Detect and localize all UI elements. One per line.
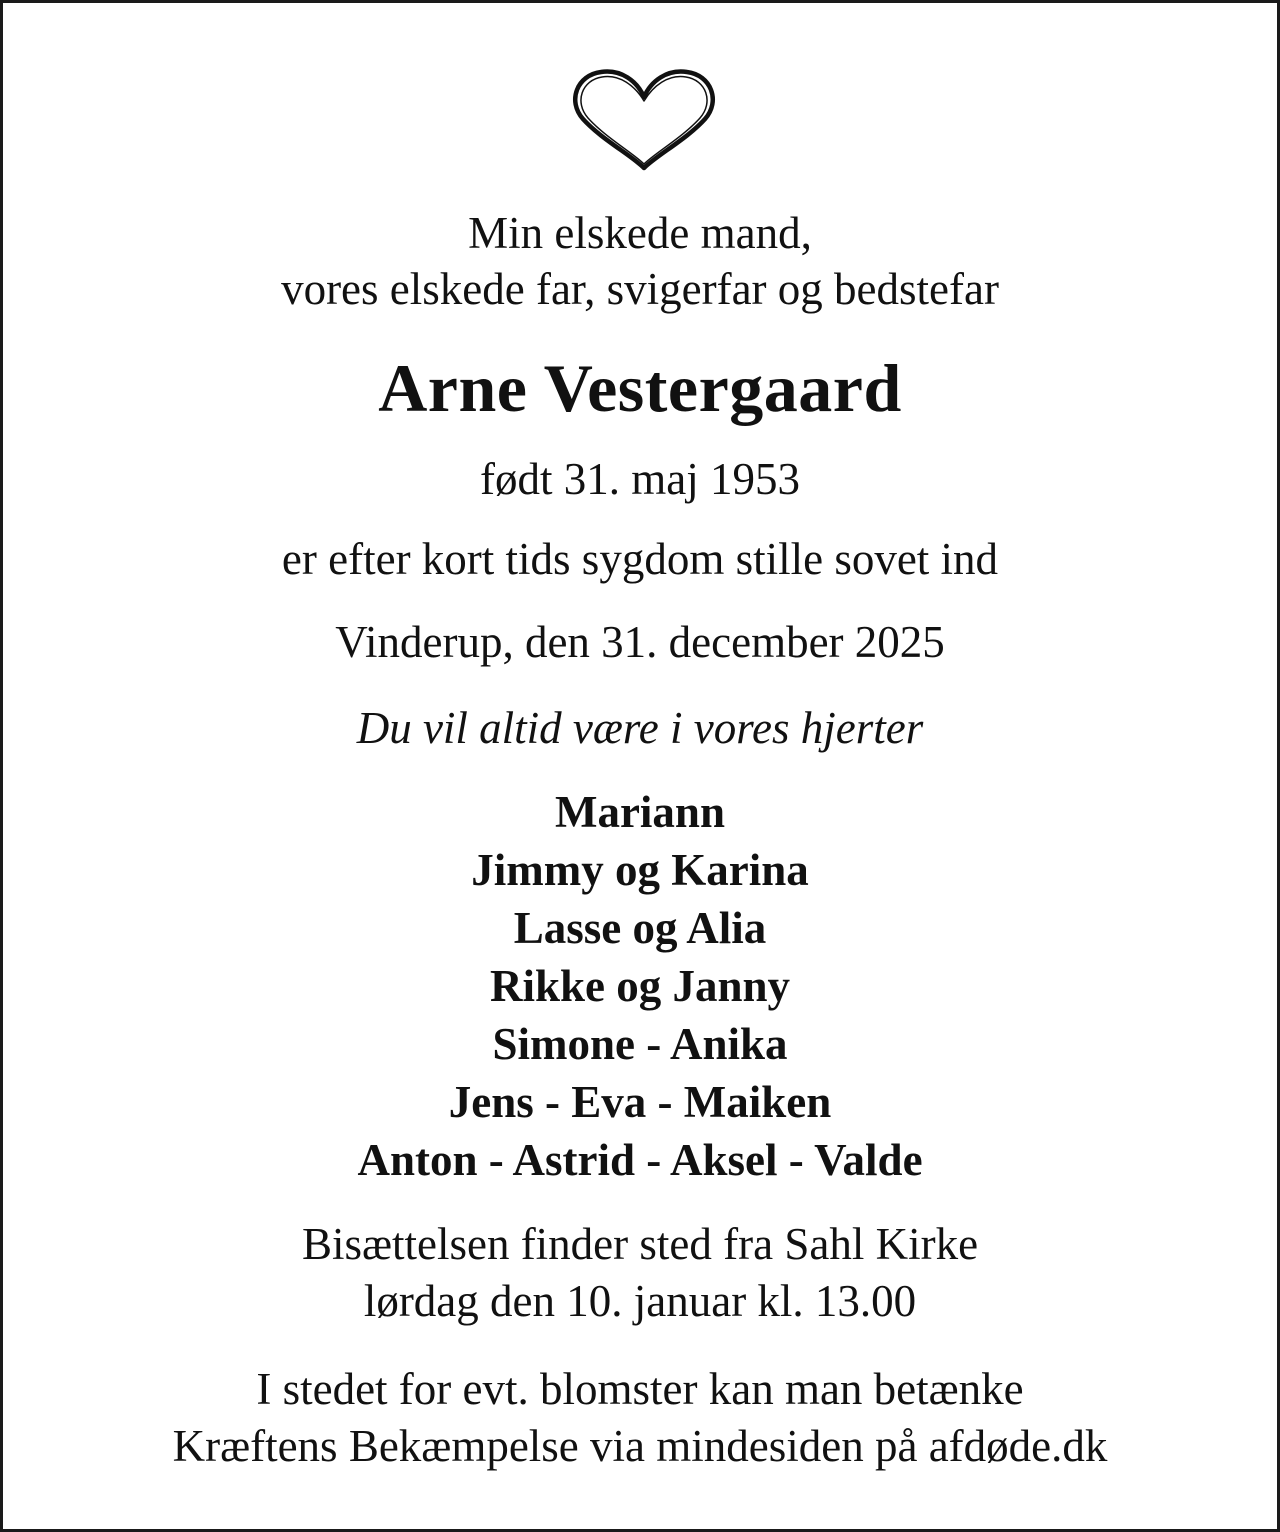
donation-line: Kræftens Bekæmpelse via mindesiden på afdøde.dk	[172, 1421, 1108, 1471]
family-member: Mariann	[554, 787, 725, 837]
intro-line: vores elskede far, svigerfar og bedstefar	[281, 264, 999, 314]
heart-outline-icon	[571, 67, 717, 173]
family-list	[3, 783, 1277, 1189]
intro-text	[3, 205, 1277, 317]
family-member: Lasse og Alia	[513, 903, 767, 953]
family-member: Simone - Anika	[492, 1019, 788, 1069]
service-line: Bisættelsen finder sted fra Sahl Kirke	[301, 1219, 979, 1269]
service-line: lørdag den 10. januar kl. 13.00	[363, 1276, 917, 1326]
family-member: Jimmy og Karina	[471, 845, 809, 895]
place-and-date: Vinderup, den 31. december 2025	[335, 617, 945, 667]
service-info	[3, 1216, 1277, 1330]
birth-date: født 31. maj 1953	[480, 454, 800, 504]
intro-line: Min elskede mand,	[468, 208, 812, 258]
family-member: Anton - Astrid - Aksel - Valde	[357, 1135, 923, 1185]
donation-info	[3, 1361, 1277, 1475]
donation-line: I stedet for evt. blomster kan man betænke	[256, 1364, 1024, 1414]
memorial-quote: Du vil altid være i vores hjerter	[356, 703, 924, 753]
passing-text: er efter kort tids sygdom stille sovet ind	[281, 534, 999, 584]
family-member: Rikke og Janny	[489, 961, 791, 1011]
deceased-name: Arne Vestergaard	[378, 350, 902, 426]
family-member: Jens - Eva - Maiken	[448, 1077, 832, 1127]
